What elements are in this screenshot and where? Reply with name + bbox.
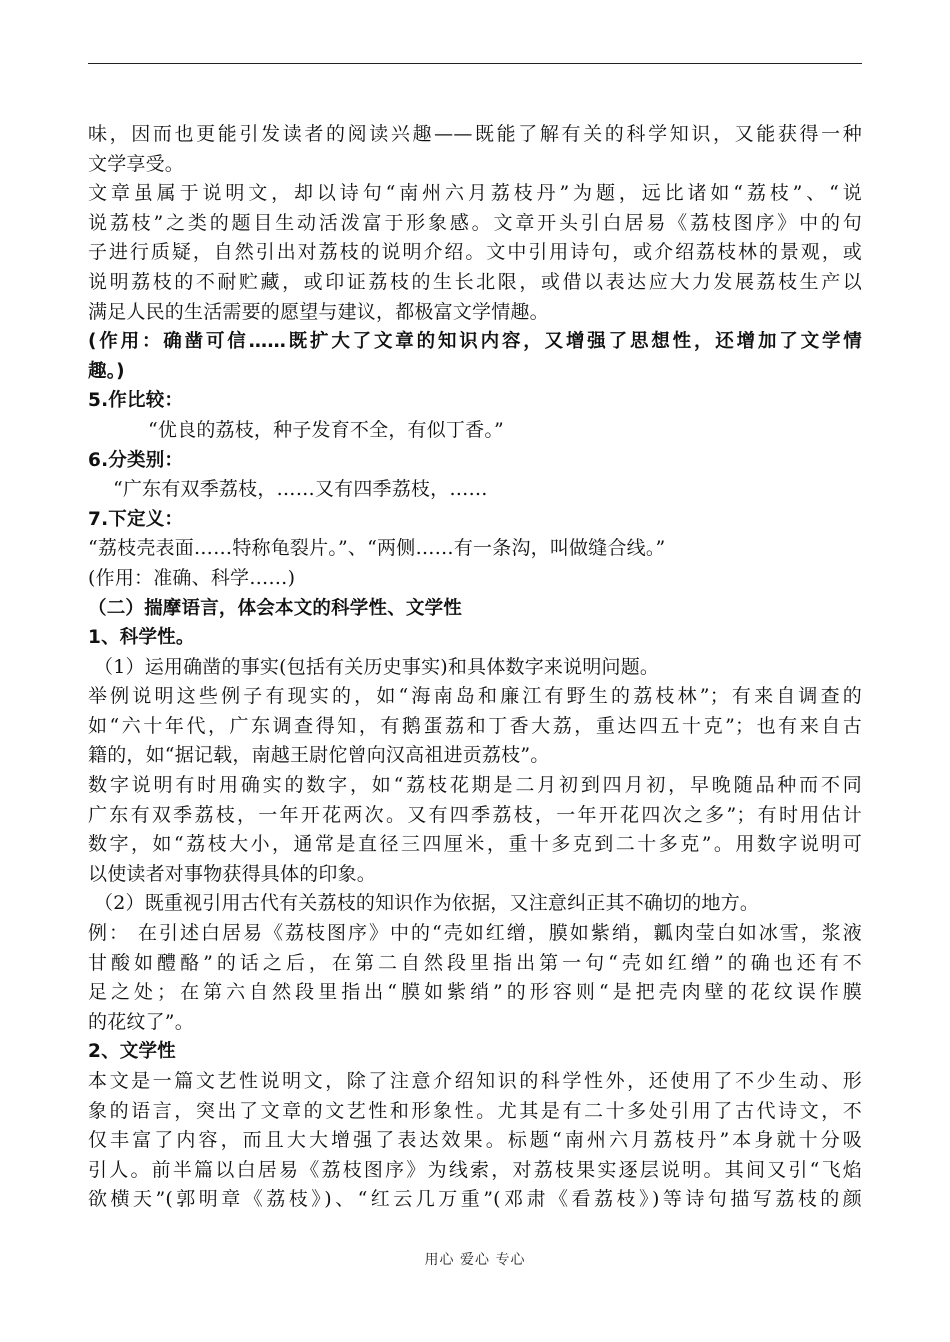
quote-line: “广东有双季荔枝，……又有四季荔枝，…… xyxy=(113,478,488,501)
paragraph-line: 欲横天”(郭明章《荔枝》)、“红云几万重”(邓肃《看荔枝》)等诗句描写荔枝的颜 xyxy=(88,1188,862,1211)
page-footer: 用心 爱心 专心 xyxy=(424,1252,526,1268)
section-heading: 7.下定义： xyxy=(88,508,184,530)
paragraph-line: 籍的，如“据记载，南越王尉佗曾向汉高祖进贡荔枝”。 xyxy=(88,744,550,767)
paragraph-line: 本文是一篇文艺性说明文，除了注意介绍知识的科学性外，还使用了不少生动、形 xyxy=(88,1070,862,1092)
paragraph-line: 象的语言，突出了文章的文艺性和形象性。尤其是有二十多处引用了古代诗文，不 xyxy=(88,1099,862,1122)
note-line: (作用：准确、科学……) xyxy=(88,566,296,589)
paragraph-line: 说明荔枝的不耐贮藏，或印证荔枝的生长北限，或借以表达应大力发展荔枝生产以 xyxy=(88,270,862,293)
paragraph-line: 文章虽属于说明文，却以诗句“南州六月荔枝丹”为题，远比诸如“荔枝”、“说 xyxy=(88,182,862,205)
header-rule xyxy=(88,63,862,64)
paragraph-line: 甘酸如醴酪”的话之后，在第二自然段里指出第一句“壳如红缯”的确也还有不 xyxy=(88,951,862,974)
subsection-line: （1）运用确凿的事实(包括有关历史事实)和具体数字来说明问题。 xyxy=(94,655,660,678)
paragraph-line: 子进行质疑，自然引出对荔枝的说明介绍。文中引用诗句，或介绍荔枝林的景观，或 xyxy=(88,241,862,264)
section-heading: 5.作比较： xyxy=(88,390,184,412)
paragraph-line: 广东有双季荔枝，一年开花两次。又有四季荔枝，一年开花四次之多”；有时用估计 xyxy=(88,803,862,826)
paragraph-line: 数字说明有时用确实的数字，如“荔枝花期是二月初到四月初，早晚随品种而不同 xyxy=(88,774,862,797)
paragraph-line: 仅丰富了内容，而且大大增强了表达效果。标题“南州六月荔枝丹”本身就十分吸 xyxy=(88,1129,862,1152)
paragraph-line: 文学享受。 xyxy=(88,152,185,175)
paragraph-line: 引人。前半篇以白居易《荔枝图序》为线索，对荔枝果实逐层说明。其间又引“飞焰 xyxy=(88,1158,862,1181)
quote-line: “荔枝壳表面……特称龟裂片。”、“两侧……有一条沟，叫做缝合线。” xyxy=(88,537,666,560)
document-body xyxy=(88,120,862,1215)
section-heading: （二）揣摩语言，体会本文的科学性、文学性 xyxy=(88,597,463,619)
section-heading: 2、文学性 xyxy=(88,1041,176,1063)
paragraph-line: 以使读者对事物获得具体的印象。 xyxy=(88,862,377,885)
section-heading: 6.分类别： xyxy=(88,449,184,471)
paragraph-line: 满足人民的生活需要的愿望与建议，都极富文学情趣。 xyxy=(88,300,549,323)
section-heading: 1、科学性。 xyxy=(88,627,195,649)
paragraph-line: 如“六十年代，广东调查得知，有鹅蛋荔和丁香大荔，重达四五十克”；也有来自古 xyxy=(88,714,862,737)
bold-note-line: 趣。) xyxy=(88,360,125,382)
bold-note-line: (作用：确凿可信……既扩大了文章的知识内容，又增强了思想性，还增加了文学情 xyxy=(88,331,862,353)
quote-line: “优良的荔枝，种子发育不全，有似丁香。” xyxy=(148,418,504,441)
paragraph-line: 的花纹了”。 xyxy=(88,1010,194,1033)
subsection-line: （2）既重视引用古代有关荔枝的知识作为依据，又注意纠正其不确切的地方。 xyxy=(94,892,760,915)
paragraph-line: 味，因而也更能引发读者的阅读兴趣——既能了解有关的科学知识，又能获得一种 xyxy=(88,123,862,145)
paragraph-line: 举例说明这些例子有现实的，如“海南岛和廉江有野生的荔枝林”；有来自调查的 xyxy=(88,685,862,708)
paragraph-line: 数字，如“荔枝大小，通常是直径三四厘米，重十多克到二十多克”。用数字说明可 xyxy=(88,833,862,856)
paragraph-line: 足之处；在第六自然段里指出“膜如紫绡”的形容则“是把壳肉壁的花纹误作膜 xyxy=(88,981,862,1004)
paragraph-line: 说荔枝”之类的题目生动活泼富于形象感。文章开头引白居易《荔枝图序》中的句 xyxy=(88,211,862,234)
paragraph-line: 例： 在引述白居易《荔枝图序》中的“壳如红缯，膜如紫绡，瓤肉莹白如冰雪，浆液 xyxy=(88,922,862,945)
